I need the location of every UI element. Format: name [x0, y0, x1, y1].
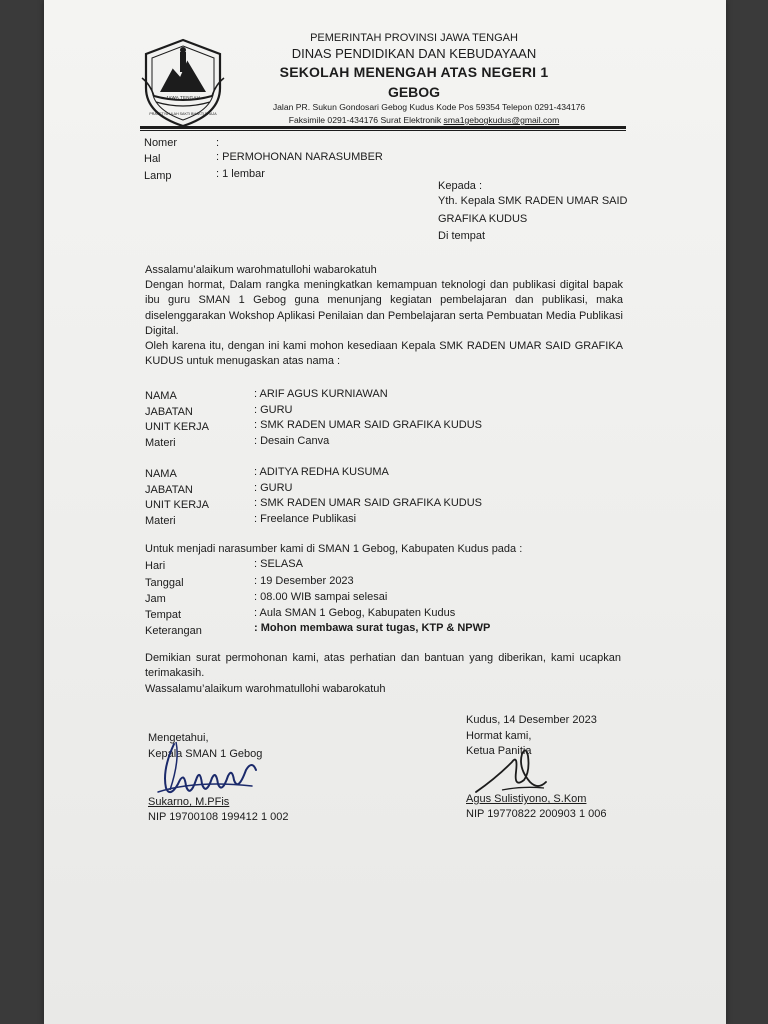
jam-value: : 08.00 WIB sampai selesai: [254, 591, 388, 603]
tanggal-value: : 19 Desember 2023: [254, 575, 354, 587]
lamp-label: Lamp: [144, 170, 172, 182]
letter-paper: [44, 0, 726, 1024]
recipient-title: Yth. Kepala SMK RADEN UMAR SAID: [438, 195, 628, 207]
tanggal-label: Tanggal: [145, 577, 184, 589]
letterhead-thick-rule: [140, 126, 626, 129]
hal-label: Hal: [144, 153, 161, 165]
headmaster-nip: NIP 19700108 199412 1 002: [148, 811, 289, 823]
speaker2-unit-label: UNIT KERJA: [145, 499, 209, 511]
nomor-label: Nomer: [144, 137, 178, 149]
school-email: sma1gebogkudus@gmail.com: [443, 115, 560, 125]
letterhead-government: PEMERINTAH PROVINSI JAWA TENGAH: [310, 32, 518, 44]
nomor-value: :: [216, 137, 220, 149]
paragraph-intro-line: diselenggarakan Wokshop Aplikasi Penilaian dan Pembelajaran serta Pembuatan Media Publikasi: [145, 309, 623, 322]
recipient-school: GRAFIKA KUDUS: [438, 213, 528, 225]
letterhead-department: DINAS PENDIDIKAN DAN KEBUDAYAAN: [291, 46, 537, 61]
speaker1-jabatan: : GURU: [254, 404, 293, 416]
tempat-label: Tempat: [145, 609, 182, 621]
speaker2-materi: : Freelance Publikasi: [254, 513, 357, 525]
speaker1-unit: : SMK RADEN UMAR SAID GRAFIKA KUDUS: [254, 419, 482, 431]
speaker1-materi: : Desain Canva: [254, 435, 330, 447]
tempat-value: : Aula SMAN 1 Gebog, Kabupaten Kudus: [254, 607, 456, 619]
lamp-value: : 1 lembar: [216, 168, 265, 180]
letterhead-location: GEBOG: [387, 84, 441, 100]
speaker1-materi-label: Materi: [145, 437, 176, 449]
emblem-motto: PRASETYA ULAH SAKTI BHAKTI PRAJA: [149, 112, 217, 116]
paragraph-intro-line: ibu guru SMAN 1 Gebog guna menunjang kegiatan pembelajaran dan publikasi, maka: [145, 294, 623, 307]
paragraph-request-line: KUDUS untuk menugaskan atas nama :: [145, 355, 341, 368]
headmaster-name: Sukarno, M.PFis: [148, 796, 230, 808]
committee-chair-nip: NIP 19770822 200903 1 006: [466, 808, 607, 820]
letterhead-thin-rule: [140, 130, 626, 131]
letterhead-school: SEKOLAH MENENGAH ATAS NEGERI 1: [279, 64, 549, 80]
committee-chair-name: Agus Sulistiyono, S.Kom: [466, 793, 587, 805]
paragraph-intro-line: Digital.: [145, 324, 179, 337]
place-date: Kudus, 14 Desember 2023: [466, 714, 597, 726]
greeting: Assalamu’alaikum warohmatullohi wabarokatuh: [145, 264, 377, 276]
closing-line: Demikian surat permohonan kami, atas perhatian dan bantuan yang diberikan, kami ucapkan: [145, 652, 621, 664]
paragraph-intro-line: Dengan hormat, Dalam rangka meningkatkan kemampuan teknologi dan publikasi digital bapak: [145, 279, 623, 291]
speaker1-nama-label: NAMA: [145, 390, 177, 402]
jam-label: Jam: [145, 593, 166, 605]
closing-paragraph: [145, 651, 621, 697]
speaker1-unit-label: UNIT KERJA: [145, 421, 209, 433]
speaker2-jabatan: : GURU: [254, 482, 293, 494]
closing-line: Wassalamu’alaikum warohmatullohi wabarokatuh: [145, 682, 386, 695]
right-sign-hormat: Hormat kami,: [466, 730, 532, 742]
letterhead-contact: [234, 115, 614, 125]
committee-chair-signature-icon: [472, 742, 552, 798]
left-sign-mengetahui: Mengetahui,: [148, 732, 209, 744]
recipient-place: Di tempat: [438, 230, 486, 242]
letterhead-address: Jalan PR. Sukun Gondosari Gebog Kudus Kode Pos 59354 Telepon 0291-434176: [272, 102, 586, 112]
emblem-caption: JAWA TENGAH: [165, 95, 201, 100]
left-sign-title: Kepala SMAN 1 Gebog: [148, 748, 263, 760]
event-intro: Untuk menjadi narasumber kami di SMAN 1 Gebog, Kabupaten Kudus pada :: [145, 543, 523, 555]
hal-value: : PERMOHONAN NARASUMBER: [216, 151, 383, 163]
keterangan-label: Keterangan: [145, 625, 202, 637]
right-sign-title: Ketua Panitia: [466, 745, 532, 757]
hari-value: : SELASA: [254, 558, 303, 570]
hari-label: Hari: [145, 560, 166, 572]
speaker2-nama-label: NAMA: [145, 468, 177, 480]
speaker2-nama: : ADITYA REDHA KUSUMA: [254, 466, 389, 478]
speaker2-jabatan-label: JABATAN: [145, 484, 193, 496]
headmaster-signature-icon: [156, 740, 266, 802]
paragraph-request-line: Oleh karena itu, dengan ini kami mohon kesediaan Kepala SMK RADEN UMAR SAID GRAFIKA: [145, 340, 623, 353]
keterangan-value: : Mohon membawa surat tugas, KTP & NPWP: [254, 622, 491, 634]
speaker2-materi-label: Materi: [145, 515, 176, 527]
fax-text: Faksimile 0291-434176 Surat Elektronik: [288, 115, 444, 125]
speaker2-unit: : SMK RADEN UMAR SAID GRAFIKA KUDUS: [254, 497, 482, 509]
paragraph-intro: [145, 278, 623, 370]
speaker1-nama: : ARIF AGUS KURNIAWAN: [254, 388, 388, 400]
recipient-kepada: Kepada :: [438, 180, 483, 192]
speaker1-jabatan-label: JABATAN: [145, 406, 193, 418]
closing-line: terimakasih.: [145, 667, 205, 680]
